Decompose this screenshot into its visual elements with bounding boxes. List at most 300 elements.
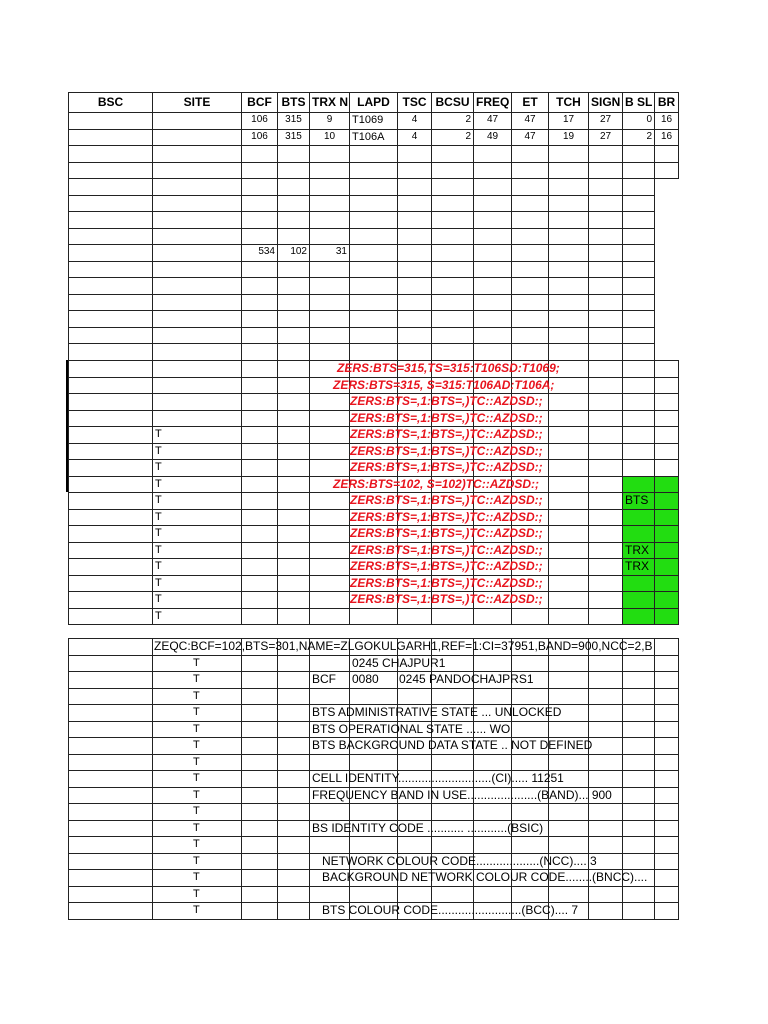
table-cell: [548, 820, 589, 838]
table-cell: [277, 671, 310, 689]
table-cell: [622, 377, 655, 395]
table-cell: [511, 244, 549, 262]
table-cell: [622, 803, 655, 821]
table-cell: [241, 591, 278, 609]
table-cell: [654, 902, 679, 920]
table-cell: [68, 294, 153, 312]
table-cell: [622, 591, 655, 609]
table-cell: [241, 608, 278, 626]
table-cell: [68, 162, 153, 180]
table-cell: [152, 310, 242, 328]
data-cell: 106: [241, 112, 278, 130]
table-cell: [349, 803, 398, 821]
table-cell: [622, 228, 655, 246]
table-cell: [277, 294, 310, 312]
table-cell: [548, 476, 589, 494]
table-cell: [68, 525, 153, 543]
table-cell: [548, 525, 589, 543]
table-cell: [68, 558, 153, 576]
table-cell: [654, 542, 679, 560]
t-marker: T: [152, 737, 242, 755]
table-cell: [473, 261, 512, 279]
table-cell: [588, 244, 623, 262]
table-cell: [654, 655, 679, 673]
table-cell: [548, 162, 589, 180]
t-marker: T: [152, 803, 242, 821]
table-cell: [397, 803, 432, 821]
data-cell: 2: [431, 129, 474, 147]
table-cell: [277, 393, 310, 411]
table-cell: [277, 492, 310, 510]
table-cell: [622, 178, 655, 196]
data-cell: [68, 129, 153, 147]
bts-info-line2b: 0080: [352, 672, 379, 686]
table-cell: [473, 655, 512, 673]
table-cell: [277, 655, 310, 673]
table-cell: [397, 836, 432, 854]
table-cell: [68, 443, 153, 461]
table-cell: [241, 671, 278, 689]
table-cell: [588, 655, 623, 673]
table-cell: [548, 145, 589, 163]
table-cell: [588, 195, 623, 213]
zers-command: ZERS:BTS=,1:BTS=,)TC::AZDSD:;: [350, 509, 543, 524]
table-cell: [68, 836, 153, 854]
bts-info-admin: BTS ADMINISTRATIVE STATE ... UNLOCKED: [312, 705, 562, 719]
table-cell: [654, 787, 679, 805]
table-cell: [588, 360, 623, 378]
table-cell: [654, 360, 679, 378]
table-cell: [309, 492, 350, 510]
table-cell: [548, 426, 589, 444]
table-cell: [68, 853, 153, 871]
table-cell: [349, 294, 398, 312]
table-cell: [397, 754, 432, 772]
table-cell: [622, 145, 655, 163]
t-marker: T: [152, 443, 242, 461]
table-cell: [397, 162, 432, 180]
table-cell: [397, 145, 432, 163]
table-cell: [277, 886, 310, 904]
table-cell: [309, 542, 350, 560]
table-cell: [622, 410, 655, 428]
data-cell: 27: [588, 112, 623, 130]
t-marker: T: [152, 902, 242, 920]
t-marker: T: [152, 542, 242, 560]
data-cell: 17: [548, 112, 589, 130]
header-cell: TCH: [548, 92, 589, 113]
bts-info-bncc: BACKGROUND NETWORK COLOUR CODE........(BNCC)....: [322, 870, 648, 884]
t-marker: T: [152, 886, 242, 904]
table-cell: [241, 145, 278, 163]
data-cell: 47: [511, 129, 549, 147]
table-cell: [548, 542, 589, 560]
table-cell: [511, 162, 549, 180]
table-cell: [241, 443, 278, 461]
t-marker: T: [152, 704, 242, 722]
table-cell: [548, 211, 589, 229]
table-cell: [588, 803, 623, 821]
table-cell: [473, 310, 512, 328]
table-cell: [473, 343, 512, 361]
data-cell: 49: [473, 129, 512, 147]
bts-info-line2a: BCF: [312, 672, 336, 686]
table-cell: [397, 327, 432, 345]
table-cell: [241, 803, 278, 821]
table-cell: [241, 211, 278, 229]
table-cell: [473, 803, 512, 821]
table-cell: [548, 509, 589, 527]
data-cell: 106: [241, 129, 278, 147]
table-cell: [473, 195, 512, 213]
table-cell: [241, 737, 278, 755]
table-cell: [548, 836, 589, 854]
table-cell: [473, 608, 512, 626]
table-cell: [548, 443, 589, 461]
table-cell: [309, 277, 350, 295]
table-cell: [511, 608, 549, 626]
table-cell: [349, 754, 398, 772]
header-cell: FREQ: [473, 92, 512, 113]
green-label-trx2: TRX: [625, 559, 649, 573]
table-cell: [68, 608, 153, 626]
t-marker: T: [152, 770, 242, 788]
table-cell: [152, 178, 242, 196]
table-cell: [241, 721, 278, 739]
table-cell: [277, 261, 310, 279]
table-cell: [548, 327, 589, 345]
table-cell: [309, 754, 350, 772]
table-cell: [68, 277, 153, 295]
table-cell: [309, 688, 350, 706]
table-cell: [152, 261, 242, 279]
data-cell: 2: [431, 112, 474, 130]
table-cell: [241, 410, 278, 428]
table-cell: [588, 902, 623, 920]
table-cell: [68, 575, 153, 593]
table-cell: [622, 787, 655, 805]
table-cell: [588, 476, 623, 494]
table-cell: [241, 902, 278, 920]
table-cell: [548, 754, 589, 772]
table-cell: [241, 261, 278, 279]
table-cell: [397, 608, 432, 626]
zers-command: ZERS:BTS=,1:BTS=,)TC::AZDSD:;: [350, 427, 543, 441]
table-cell: [431, 688, 474, 706]
table-cell: [277, 178, 310, 196]
table-cell: [588, 310, 623, 328]
table-cell: [654, 770, 679, 788]
data-cell: 16: [654, 129, 679, 147]
table-cell: [548, 608, 589, 626]
table-cell: [241, 820, 278, 838]
table-cell: [511, 310, 549, 328]
table-cell: [588, 737, 623, 755]
table-cell: [588, 886, 623, 904]
table-cell: [511, 195, 549, 213]
header-cell: BCF: [241, 92, 278, 113]
table-cell: [152, 162, 242, 180]
t-marker: T: [152, 509, 242, 527]
table-cell: [277, 211, 310, 229]
table-cell: [622, 294, 655, 312]
table-cell: [622, 525, 655, 543]
table-cell: [68, 638, 153, 656]
table-cell: [654, 575, 679, 593]
table-cell: [511, 327, 549, 345]
table-cell: [349, 886, 398, 904]
table-cell: [622, 820, 655, 838]
table-cell: [654, 820, 679, 838]
table-cell: [431, 162, 474, 180]
table-cell: [654, 162, 679, 180]
bts-info-bcc: BTS COLOUR CODE.........................(BCC).... 7: [322, 903, 579, 917]
table-cell: [473, 688, 512, 706]
table-cell: [548, 558, 589, 576]
table-cell: [277, 426, 310, 444]
table-cell: [431, 343, 474, 361]
table-cell: [548, 228, 589, 246]
table-cell: [309, 178, 350, 196]
table-cell: [473, 836, 512, 854]
table-cell: [349, 145, 398, 163]
t-marker: T: [152, 492, 242, 510]
header-cell: BCSU: [431, 92, 474, 113]
green-label-bts: BTS: [625, 493, 649, 507]
table-cell: [277, 704, 310, 722]
table-cell: [68, 542, 153, 560]
table-cell: [68, 787, 153, 805]
table-cell: [622, 343, 655, 361]
table-cell: [152, 277, 242, 295]
table-cell: [473, 294, 512, 312]
table-cell: [654, 754, 679, 772]
table-cell: [622, 754, 655, 772]
table-cell: [309, 261, 350, 279]
table-cell: [622, 509, 655, 527]
data-cell: 47: [511, 112, 549, 130]
table-cell: [431, 244, 474, 262]
table-cell: [511, 145, 549, 163]
table-cell: [654, 836, 679, 854]
table-cell: [654, 558, 679, 576]
table-cell: [309, 558, 350, 576]
table-cell: [622, 886, 655, 904]
table-cell: [431, 277, 474, 295]
header-cell: B SL: [622, 92, 655, 113]
table-cell: [622, 688, 655, 706]
table-cell: [241, 277, 278, 295]
data-cell: 27: [588, 129, 623, 147]
table-cell: [588, 492, 623, 510]
t-marker: T: [152, 575, 242, 593]
table-cell: [588, 211, 623, 229]
table-cell: [241, 459, 278, 477]
table-cell: [349, 162, 398, 180]
table-cell: [277, 575, 310, 593]
mid-trx: 31: [309, 244, 350, 262]
table-cell: [349, 244, 398, 262]
table-cell: [431, 228, 474, 246]
table-cell: [277, 443, 310, 461]
table-cell: [397, 310, 432, 328]
table-cell: [277, 787, 310, 805]
table-cell: [349, 277, 398, 295]
mid-bts: 102: [277, 244, 310, 262]
table-cell: [511, 836, 549, 854]
table-cell: [277, 803, 310, 821]
table-cell: [277, 377, 310, 395]
table-cell: [309, 459, 350, 477]
table-cell: [68, 195, 153, 213]
table-cell: [548, 886, 589, 904]
table-cell: [654, 608, 679, 626]
table-cell: [277, 476, 310, 494]
table-cell: [241, 162, 278, 180]
table-cell: [277, 820, 310, 838]
data-cell: T1069: [349, 112, 398, 130]
table-cell: [152, 228, 242, 246]
table-cell: [68, 509, 153, 527]
table-cell: [309, 327, 350, 345]
table-cell: [588, 426, 623, 444]
table-cell: [622, 244, 655, 262]
table-cell: [277, 410, 310, 428]
table-cell: [309, 393, 350, 411]
zers-command: ZERS:BTS=315, S=315:T106AD:T106A;: [333, 377, 555, 392]
table-cell: [588, 820, 623, 838]
table-cell: [277, 869, 310, 887]
table-cell: [241, 492, 278, 510]
t-marker: T: [152, 853, 242, 871]
table-cell: [654, 671, 679, 689]
table-cell: [654, 393, 679, 411]
table-cell: [431, 178, 474, 196]
table-cell: [277, 721, 310, 739]
table-cell: [277, 310, 310, 328]
t-marker: T: [152, 426, 242, 444]
table-cell: [277, 509, 310, 527]
table-cell: [548, 410, 589, 428]
table-cell: [431, 145, 474, 163]
table-cell: [588, 591, 623, 609]
table-cell: [431, 261, 474, 279]
table-cell: [68, 704, 153, 722]
table-cell: [654, 492, 679, 510]
table-cell: [241, 704, 278, 722]
table-cell: [241, 886, 278, 904]
table-cell: [277, 608, 310, 626]
table-cell: [622, 655, 655, 673]
zers-command: ZERS:BTS=,1:BTS=,)TC::AZDSD:;: [350, 394, 543, 408]
table-cell: [654, 377, 679, 395]
table-cell: [277, 145, 310, 163]
table-cell: [431, 211, 474, 229]
table-cell: [349, 228, 398, 246]
table-cell: [397, 261, 432, 279]
table-cell: [654, 704, 679, 722]
table-cell: [588, 443, 623, 461]
t-marker: T: [152, 591, 242, 609]
table-cell: [241, 655, 278, 673]
table-cell: [654, 410, 679, 428]
table-cell: [548, 310, 589, 328]
table-cell: [588, 178, 623, 196]
data-cell: 315: [277, 112, 310, 130]
table-cell: [68, 803, 153, 821]
table-cell: [654, 638, 679, 656]
table-cell: [511, 655, 549, 673]
table-cell: [309, 145, 350, 163]
table-cell: [277, 542, 310, 560]
table-cell: [511, 886, 549, 904]
table-cell: [622, 162, 655, 180]
table-cell: [309, 443, 350, 461]
table-cell: [68, 310, 153, 328]
table-cell: [68, 360, 153, 378]
data-cell: 9: [309, 112, 350, 130]
table-cell: [68, 591, 153, 609]
table-cell: [152, 294, 242, 312]
bts-info-bsic: BS IDENTITY CODE ........... ............(BSIC): [312, 820, 544, 835]
table-cell: [588, 294, 623, 312]
t-marker: T: [152, 869, 242, 887]
table-cell: [241, 310, 278, 328]
zers-command: ZERS:BTS=,1:BTS=,)TC::AZDSD:;: [350, 460, 543, 474]
table-cell: [622, 310, 655, 328]
table-cell: [588, 162, 623, 180]
table-cell: [473, 244, 512, 262]
table-cell: [622, 853, 655, 871]
table-cell: [152, 327, 242, 345]
header-cell: SITE: [152, 92, 242, 113]
table-cell: [309, 228, 350, 246]
table-cell: [277, 902, 310, 920]
zers-command: ZERS:BTS=,1:BTS=,)TC::AZDSD:;: [350, 592, 543, 606]
table-cell: [241, 476, 278, 494]
table-cell: [588, 770, 623, 788]
t-marker: T: [152, 671, 242, 689]
table-cell: [654, 721, 679, 739]
table-cell: [473, 211, 512, 229]
table-cell: [397, 211, 432, 229]
table-cell: [654, 803, 679, 821]
t-marker: T: [152, 476, 242, 494]
header-cell: BR: [654, 92, 679, 113]
table-cell: [588, 410, 623, 428]
table-cell: [548, 178, 589, 196]
table-cell: [548, 591, 589, 609]
table-cell: [473, 754, 512, 772]
table-cell: [397, 688, 432, 706]
table-cell: [277, 853, 310, 871]
table-cell: [548, 492, 589, 510]
table-cell: [431, 886, 474, 904]
table-cell: [277, 277, 310, 295]
table-cell: [152, 195, 242, 213]
table-cell: [309, 655, 350, 673]
table-cell: [654, 737, 679, 755]
table-cell: [397, 178, 432, 196]
table-cell: [654, 869, 679, 887]
table-cell: [654, 853, 679, 871]
table-cell: [654, 145, 679, 163]
t-marker: T: [152, 787, 242, 805]
table-cell: [241, 178, 278, 196]
table-cell: [277, 162, 310, 180]
table-cell: [349, 608, 398, 626]
table-cell: [68, 476, 153, 494]
